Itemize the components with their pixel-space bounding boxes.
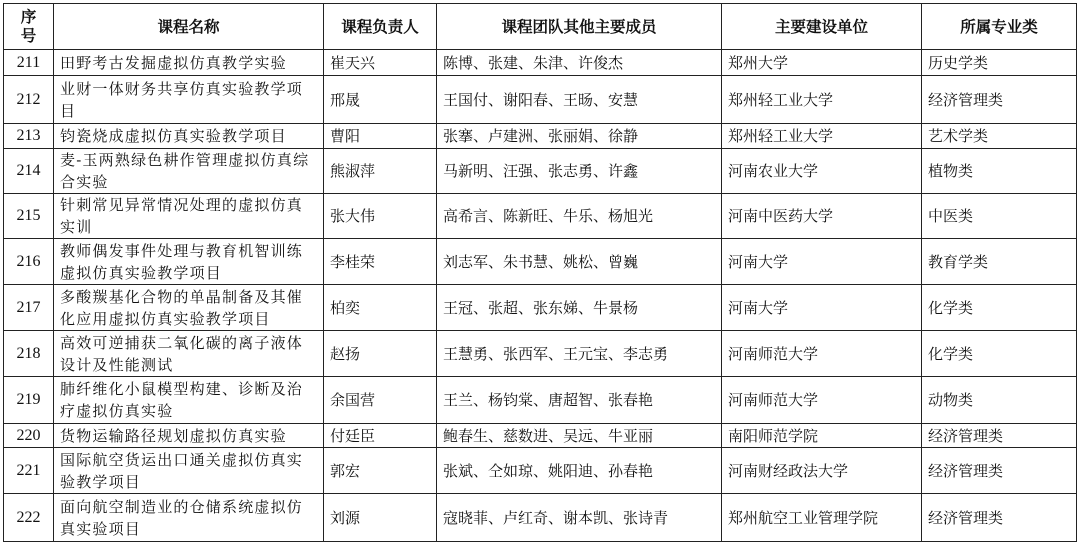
course-lead: 余国营 — [324, 377, 437, 424]
header-main-unit: 主要建设单位 — [722, 4, 922, 50]
header-row — [4, 4, 1077, 50]
row-number: 213 — [4, 124, 54, 149]
table-row — [4, 377, 1077, 424]
main-unit: 河南师范大学 — [722, 331, 922, 377]
main-unit: 河南财经政法大学 — [722, 448, 922, 494]
course-lead: 邢晟 — [324, 76, 437, 124]
team-members: 王国付、谢阳春、王旸、安慧 — [437, 76, 722, 124]
table-row — [4, 149, 1077, 194]
course-name: 钧瓷烧成虚拟仿真实验教学项目 — [54, 124, 324, 149]
course-name: 教师偶发事件处理与教育机智训练虚拟仿真实验教学项目 — [54, 239, 324, 285]
course-lead: 曹阳 — [324, 124, 437, 149]
category: 教育学类 — [922, 239, 1077, 285]
table-row — [4, 239, 1077, 285]
table-row — [4, 50, 1077, 76]
category: 艺术学类 — [922, 124, 1077, 149]
row-number: 216 — [4, 239, 54, 285]
main-unit: 河南农业大学 — [722, 149, 922, 194]
header-seq — [4, 4, 54, 50]
course-lead: 熊淑萍 — [324, 149, 437, 194]
main-unit: 河南中医药大学 — [722, 194, 922, 239]
course-table — [3, 3, 1077, 542]
category: 历史学类 — [922, 50, 1077, 76]
main-unit: 南阳师范学院 — [722, 424, 922, 448]
row-number: 217 — [4, 285, 54, 331]
team-members: 高希言、陈新旺、牛乐、杨旭光 — [437, 194, 722, 239]
team-members: 王冠、张超、张东娣、牛景杨 — [437, 285, 722, 331]
table-row — [4, 285, 1077, 331]
course-lead: 崔天兴 — [324, 50, 437, 76]
row-number: 218 — [4, 331, 54, 377]
team-members: 张斌、仝如琼、姚阳迪、孙春艳 — [437, 448, 722, 494]
main-unit: 河南大学 — [722, 285, 922, 331]
course-name: 业财一体财务共享仿真实验教学项目 — [54, 76, 324, 124]
team-members: 刘志军、朱书慧、姚松、曾巍 — [437, 239, 722, 285]
course-lead: 李桂荣 — [324, 239, 437, 285]
category: 中医类 — [922, 194, 1077, 239]
row-number: 211 — [4, 50, 54, 76]
course-name: 国际航空货运出口通关虚拟仿真实验教学项目 — [54, 448, 324, 494]
main-unit: 郑州轻工业大学 — [722, 76, 922, 124]
row-number: 222 — [4, 494, 54, 542]
main-unit: 河南师范大学 — [722, 377, 922, 424]
table-row — [4, 424, 1077, 448]
header-course-lead: 课程负责人 — [324, 4, 437, 50]
table-row — [4, 194, 1077, 239]
course-name: 高效可逆捕获二氧化碳的离子液体设计及性能测试 — [54, 331, 324, 377]
course-name: 肺纤维化小鼠模型构建、诊断及治疗虚拟仿真实验 — [54, 377, 324, 424]
course-lead: 赵扬 — [324, 331, 437, 377]
team-members: 马新明、汪强、张志勇、许鑫 — [437, 149, 722, 194]
header-course-name: 课程名称 — [54, 4, 324, 50]
row-number: 219 — [4, 377, 54, 424]
table-row — [4, 124, 1077, 149]
team-members: 王慧勇、张西军、王元宝、李志勇 — [437, 331, 722, 377]
category: 经济管理类 — [922, 76, 1077, 124]
header-category: 所属专业类 — [922, 4, 1077, 50]
team-members: 王兰、杨钧棠、唐超智、张春艳 — [437, 377, 722, 424]
category: 化学类 — [922, 331, 1077, 377]
course-lead: 郭宏 — [324, 448, 437, 494]
category: 动物类 — [922, 377, 1077, 424]
table-row — [4, 494, 1077, 542]
table-row — [4, 331, 1077, 377]
course-name: 货物运输路径规划虚拟仿真实验 — [54, 424, 324, 448]
row-number: 215 — [4, 194, 54, 239]
category: 经济管理类 — [922, 494, 1077, 542]
course-lead: 柏奕 — [324, 285, 437, 331]
main-unit: 郑州轻工业大学 — [722, 124, 922, 149]
course-lead: 张大伟 — [324, 194, 437, 239]
main-unit: 郑州航空工业管理学院 — [722, 494, 922, 542]
header-seq-label: 序号 — [20, 7, 37, 45]
course-lead: 付廷臣 — [324, 424, 437, 448]
category: 化学类 — [922, 285, 1077, 331]
row-number: 214 — [4, 149, 54, 194]
course-name: 田野考古发掘虚拟仿真教学实验 — [54, 50, 324, 76]
header-team-members: 课程团队其他主要成员 — [437, 4, 722, 50]
category: 经济管理类 — [922, 424, 1077, 448]
team-members: 张搴、卢建洲、张丽娟、徐静 — [437, 124, 722, 149]
course-name: 多酸羰基化合物的单晶制备及其催化应用虚拟仿真实验教学项目 — [54, 285, 324, 331]
main-unit: 郑州大学 — [722, 50, 922, 76]
category: 经济管理类 — [922, 448, 1077, 494]
main-unit: 河南大学 — [722, 239, 922, 285]
course-name: 麦-玉两熟绿色耕作管理虚拟仿真综合实验 — [54, 149, 324, 194]
row-number: 212 — [4, 76, 54, 124]
team-members: 鲍春生、慈数进、吴远、牛亚丽 — [437, 424, 722, 448]
row-number: 220 — [4, 424, 54, 448]
row-number: 221 — [4, 448, 54, 494]
team-members: 寇晓菲、卢红奇、谢本凯、张诗青 — [437, 494, 722, 542]
table-row — [4, 448, 1077, 494]
course-name: 针刺常见异常情况处理的虚拟仿真实训 — [54, 194, 324, 239]
category: 植物类 — [922, 149, 1077, 194]
team-members: 陈博、张建、朱津、许俊杰 — [437, 50, 722, 76]
table-row — [4, 76, 1077, 124]
course-lead: 刘源 — [324, 494, 437, 542]
course-name: 面向航空制造业的仓储系统虚拟仿真实验项目 — [54, 494, 324, 542]
